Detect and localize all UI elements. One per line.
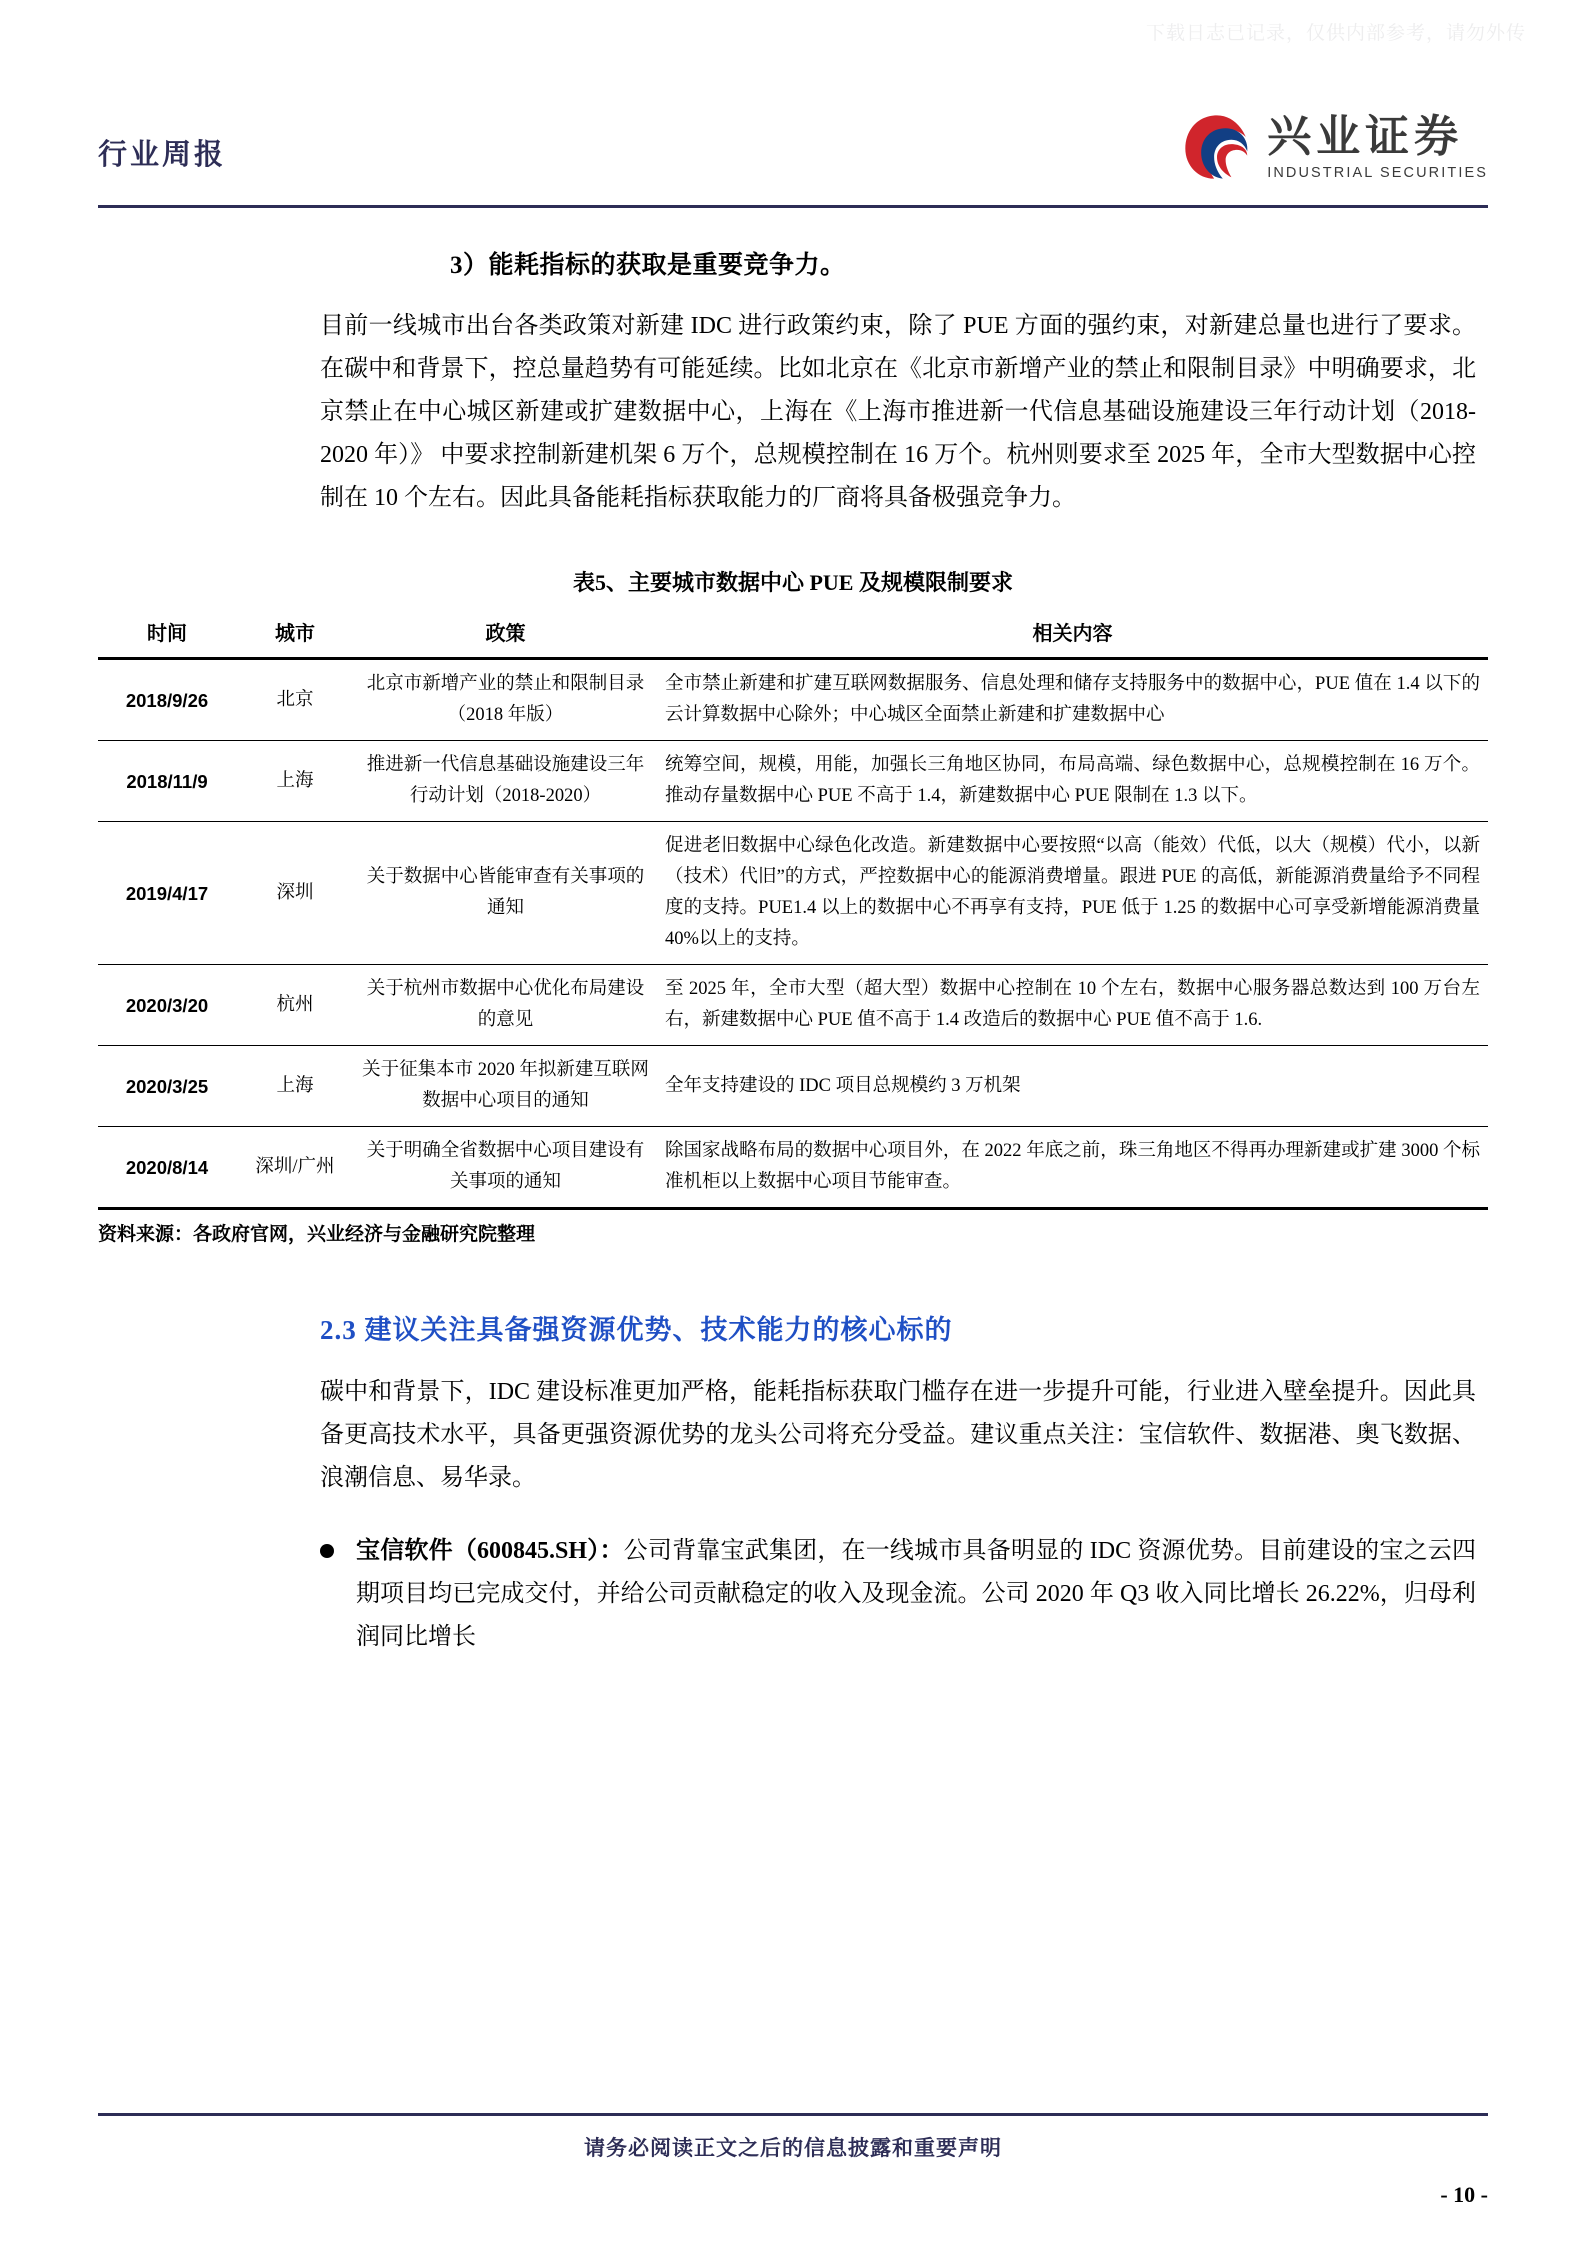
table-row: [98, 1046, 1488, 1127]
table-row: [98, 741, 1488, 822]
cell-city: 北京: [236, 659, 354, 741]
footer-disclaimer: 请务必阅读正文之后的信息披露和重要声明: [584, 2136, 1002, 2160]
cell-city: 上海: [236, 1046, 354, 1127]
page-number: - 10 -: [1440, 2182, 1488, 2207]
cell-city: 深圳/广州: [255, 1156, 335, 1177]
cell-city: 上海: [236, 741, 354, 822]
table-row: [98, 822, 1488, 965]
section-2-3-paragraph: 碳中和背景下，IDC 建设标准更加严格，能耗指标获取门槛存在进一步提升可能，行业进入壁垒提升。因此具备更高技术水平，具备更强资源优势的龙头公司将充分受益。建议重点关注：宝信软件、数据港、奥飞数据、浪潮信息、易华录。: [320, 1379, 1476, 1491]
bullet-item-text: 公司背靠宝武集团，在一线城市具备明显的 IDC 资源优势。目前建设的宝之云四期项目均已完成交付，并给公司贡献稳定的收入及现金流。公司 2020 年 Q3 收入同比增长 26.22%，归母利润同比增长: [356, 1538, 1476, 1650]
table-title: 表5、主要城市数据中心 PUE 及规模限制要求: [572, 570, 1013, 595]
cell-content: 至 2025 年，全市大型（超大型）数据中心控制在 10 个左右，数据中心服务器总数达到 100 万台左右，新建数据中心 PUE 值不高于 1.4 改造后的数据中心 PUE 值不高于 1.6.: [657, 965, 1488, 1046]
cell-content: 促进老旧数据中心绿色化改造。新建数据中心要按照“以高（能效）代低，以大（规模）代小，以新（技术）代旧”的方式，严控数据中心的能源消费增量。跟进 PUE 的高低，新能源消费量给予不同程度的支持。PUE1.4 以上的数据中心不再享有支持，PUE 低于 1.25 的数据中心可享受新增能源消费量 40%以上的支持。: [657, 822, 1488, 965]
cell-content: 除国家战略布局的数据中心项目外，在 2022 年底之前，珠三角地区不得再办理新建或扩建 3000 个标准机柜以上数据中心项目节能审查。: [665, 1141, 1480, 1192]
section-heading-3: 3）能耗指标的获取是重要竞争力。: [450, 252, 846, 279]
cell-city: 深圳: [236, 822, 354, 965]
cell-date: 2020/8/14: [125, 1156, 209, 1178]
cell-policy: 北京市新增产业的禁止和限制目录（2018 年版）: [354, 659, 657, 741]
cell-date: 2020/3/20: [98, 965, 236, 1046]
table-header-row: [98, 608, 1488, 659]
company-logo: [1181, 111, 1488, 183]
bullet-dot-icon: [320, 1544, 334, 1558]
policy-table: [98, 608, 1488, 1207]
column-header-date: 时间: [98, 608, 236, 659]
watermark-text: 下载日志已记录，仅供内部参考，请勿外传: [1145, 23, 1526, 44]
cell-content: 全市禁止新建和扩建互联网数据服务、信息处理和储存支持服务中的数据中心，PUE 值在 1.4 以下的云计算数据中心除外；中心城区全面禁止新建和扩建数据中心: [657, 659, 1488, 741]
column-header-content: 相关内容: [657, 608, 1488, 659]
cell-content: 全年支持建设的 IDC 项目总规模约 3 万机架: [657, 1046, 1488, 1127]
cell-date: 2018/11/9: [98, 741, 236, 822]
cell-date: 2020/3/25: [98, 1046, 236, 1127]
column-header-city: 城市: [236, 608, 354, 659]
column-header-policy: 政策: [354, 608, 657, 659]
list-item: [320, 1530, 1476, 1659]
page-header: [98, 95, 1488, 205]
cell-date: 2019/4/17: [98, 822, 236, 965]
section-heading-2-3: 2.3 建议关注具备强资源优势、技术能力的核心标的: [320, 1315, 953, 1345]
cell-policy: 关于明确全省数据中心项目建设有关事项的通知: [366, 1141, 645, 1192]
intro-paragraph: 目前一线城市出台各类政策对新建 IDC 进行政策约束，除了 PUE 方面的强约束，对新建总量也进行了要求。在碳中和背景下，控总量趋势有可能延续。比如北京在《北京市新增产业的禁止和限制目录》中明确要求，北京禁止在中心城区新建或扩建数据中心，上海在《上海市推进新一代信息基础设施建设三年行动计划（2018-2020 年）》 中要求控制新建机架 6 万个，总规模控制在 16 万个。杭州则要求至 2025 年，全市大型数据中心控制在 10 个左右。因此具备能耗指标获取能力的厂商将具备极强竞争力。: [320, 313, 1476, 511]
header-divider: [98, 205, 1488, 208]
cell-city: 杭州: [236, 965, 354, 1046]
cell-policy: 关于数据中心皆能审查有关事项的通知: [354, 822, 657, 965]
table-bottom-divider: [98, 1207, 1488, 1210]
table-row: [98, 965, 1488, 1046]
cell-policy: 关于杭州市数据中心优化布局建设的意见: [354, 965, 657, 1046]
cell-policy: 推进新一代信息基础设施建设三年行动计划（2018-2020）: [354, 741, 657, 822]
table-source-note: 资料来源：各政府官网，兴业经济与金融研究院整理: [98, 1224, 536, 1245]
page-content: [98, 215, 1488, 1659]
cell-policy: 关于征集本市 2020 年拟新建互联网数据中心项目的通知: [354, 1046, 657, 1127]
logo-chinese-name: 兴业证券: [1267, 112, 1464, 162]
table-row: [98, 1127, 1488, 1208]
footer-divider: [98, 2113, 1488, 2116]
table-row: [98, 659, 1488, 741]
bullet-item-body: [356, 1530, 1476, 1659]
logo-english-name: INDUSTRIAL SECURITIES: [1267, 165, 1488, 181]
cell-content: 统筹空间，规模，用能，加强长三角地区协同，布局高端、绿色数据中心，总规模控制在 16 万个。推动存量数据中心 PUE 不高于 1.4，新建数据中心 PUE 限制在 1.3 以下。: [657, 741, 1488, 822]
report-type-label: 行业周报: [98, 139, 227, 171]
bullet-lead-label: 宝信软件（600845.SH）：: [356, 1538, 624, 1564]
cell-date: 2018/9/26: [98, 659, 236, 741]
xingye-securities-logo-icon: [1181, 111, 1253, 183]
